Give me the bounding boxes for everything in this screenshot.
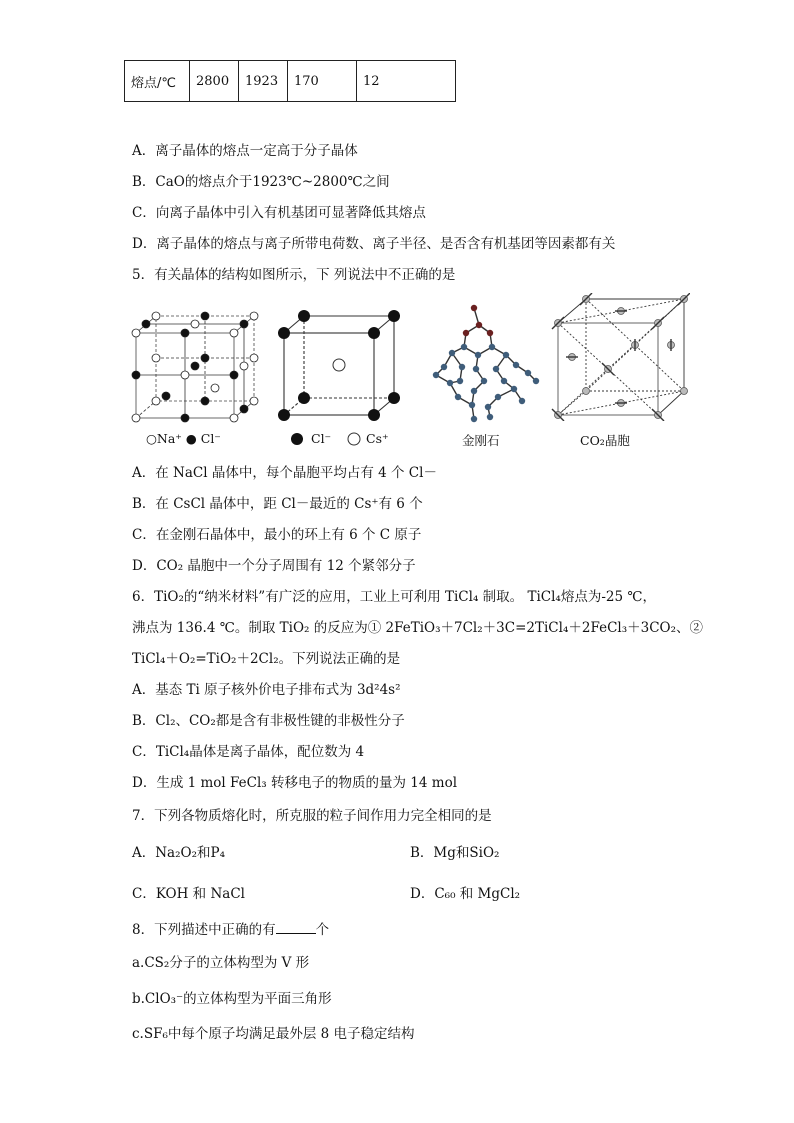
q8-item-b: b.ClO₃⁻的立体构型为平面三角形	[132, 991, 332, 1007]
table-cell: 12	[357, 61, 456, 102]
co2-caption: CO₂晶胞	[580, 433, 630, 448]
q6-option-b: B．Cl₂、CO₂都是含有非极性键的非极性分子	[132, 713, 405, 729]
diamond-structure-figure	[424, 303, 544, 423]
q8-item-a: a.CS₂分子的立体构型为 V 形	[132, 955, 310, 971]
nacl-crystal-figure	[128, 308, 263, 423]
question-8-stem-text: 8．下列描述中正确的有	[132, 922, 276, 938]
cscl-cs-caption: Cs⁺	[366, 431, 389, 446]
q7-option-b: B．Mg和SiO₂	[410, 845, 500, 861]
question-6-stem-line1: 6．TiO₂的“纳米材料”有广泛的应用，工业上可利用 TiCl₄ 制取。 TiCl₄熔点为-25 ℃，	[132, 589, 656, 605]
table-header-cell: 熔点/℃	[125, 61, 190, 102]
cl-legend-dot	[290, 432, 304, 446]
table-cell: 2800	[190, 61, 239, 102]
q7-option-c: C．KOH 和 NaCl	[132, 886, 245, 902]
q5-option-b: B．在 CsCl 晶体中，距 Cl－最近的 Cs⁺有 6 个	[132, 496, 423, 512]
table-cell: 1923	[239, 61, 288, 102]
cscl-crystal-figure	[276, 308, 411, 423]
q7-option-a: A．Na₂O₂和P₄	[132, 845, 225, 861]
option-d: D．离子晶体的熔点与离子所带电荷数、离子半径、是否含有机基团等因素都有关	[132, 236, 616, 252]
co2-unit-cell-figure	[548, 293, 690, 421]
q7-option-d: D．C₆₀ 和 MgCl₂	[410, 886, 521, 902]
nacl-caption: ○Na⁺ ● Cl⁻	[146, 431, 221, 446]
answer-blank	[276, 921, 316, 934]
q6-option-d: D．生成 1 mol FeCl₃ 转移电子的物质的量为 14 mol	[132, 775, 458, 791]
table-row	[125, 61, 456, 102]
melting-point-table	[124, 60, 456, 102]
question-5-stem: 5．有关晶体的结构如图所示，下 列说法中不正确的是	[132, 267, 456, 283]
q8-item-c: c.SF₆中每个原子均满足最外层 8 电子稳定结构	[132, 1026, 415, 1042]
diamond-caption: 金刚石	[462, 433, 500, 448]
q5-option-a: A．在 NaCl 晶体中，每个晶胞平均占有 4 个 Cl－	[132, 465, 437, 481]
question-6-stem-line3: TiCl₄＋O₂=TiO₂＋2Cl₂。下列说法正确的是	[132, 651, 401, 667]
question-7-stem: 7．下列各物质熔化时，所克服的粒子间作用力完全相同的是	[132, 808, 492, 824]
cs-legend-dot	[347, 432, 361, 446]
question-6-stem-line2: 沸点为 136.4 ℃。制取 TiO₂ 的反应为① 2FeTiO₃＋7Cl₂＋3C=2TiCl₄＋2FeCl₃＋3CO₂、②	[132, 620, 704, 636]
q5-option-c: C．在金刚石晶体中，最小的环上有 6 个 C 原子	[132, 527, 422, 543]
cscl-cl-caption: Cl⁻	[311, 431, 332, 446]
table-cell: 170	[288, 61, 357, 102]
option-c: C．向离子晶体中引入有机基团可显著降低其熔点	[132, 205, 426, 221]
question-8-stem	[132, 920, 329, 940]
q6-option-a: A．基态 Ti 原子核外价电子排布式为 3d²4s²	[132, 682, 401, 698]
option-b: B．CaO的熔点介于1923℃~2800℃之间	[132, 174, 390, 190]
q6-option-c: C．TiCl₄晶体是离子晶体，配位数为 4	[132, 744, 365, 760]
option-a: A．离子晶体的熔点一定高于分子晶体	[132, 143, 358, 159]
question-8-stem-suffix: 个	[315, 922, 330, 938]
q5-option-d: D．CO₂ 晶胞中一个分子周围有 12 个紧邻分子	[132, 558, 416, 574]
